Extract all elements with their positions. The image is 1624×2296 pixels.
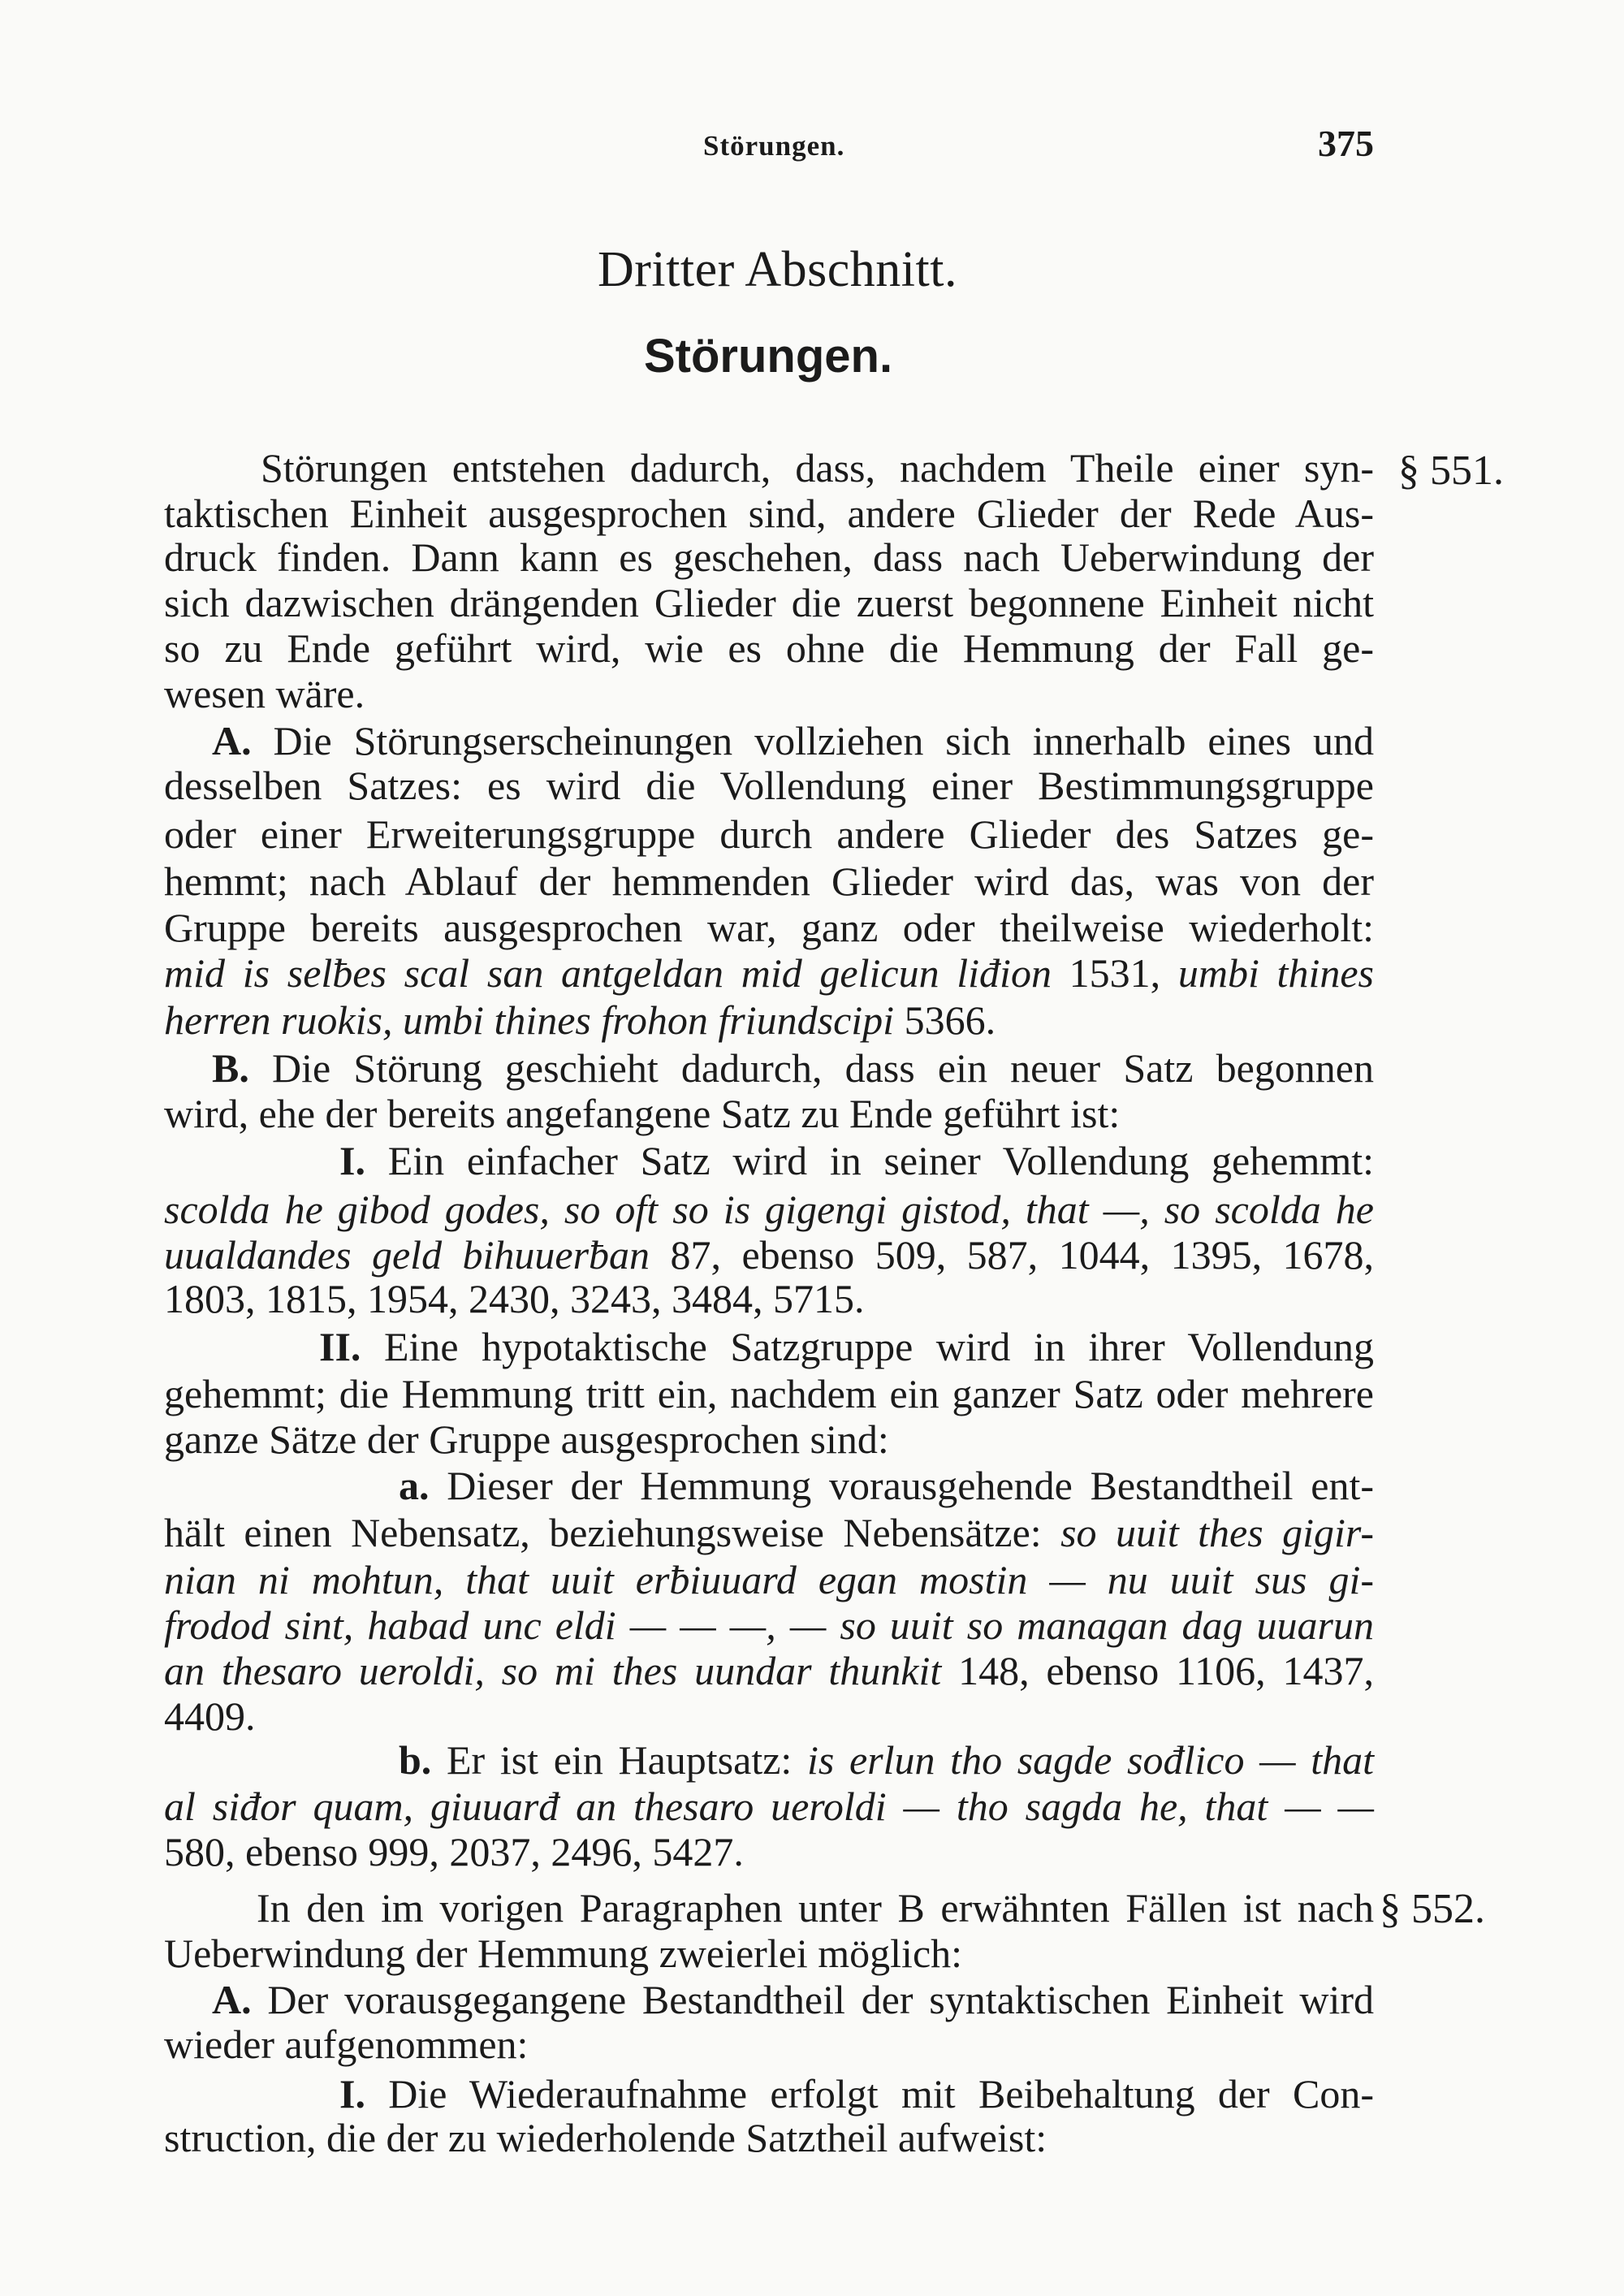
- text-line: [257, 1885, 1374, 1931]
- enumeration-label: I.: [339, 1138, 365, 1183]
- line-text: hemmt; nach Ablauf der hemmenden Glieder wird das, was von der: [164, 858, 1374, 904]
- text-line: [164, 1276, 865, 1321]
- line-text: so zu Ende geführt wird, wie es ohne die Hemmung der Fall ge-: [164, 625, 1374, 671]
- line-text: gehemmt; die Hemmung tritt ein, nachdem ein ganzer Satz oder mehrere: [164, 1371, 1374, 1416]
- text-line: [164, 1510, 1374, 1555]
- enumeration-label: A.: [212, 1977, 252, 2022]
- verse-reference: 87, ebenso 509, 587, 1044, 1395, 1678,: [670, 1232, 1375, 1278]
- line-text: ganze Sätze der Gruppe ausgesprochen sind:: [164, 1416, 889, 1462]
- quotation-italic: an thesaro ueroldi, so mi thes uundar thunkit: [164, 1648, 942, 1693]
- line-text: oder einer Erweiterungsgruppe durch andere Glieder des Satzes ge-: [164, 811, 1374, 857]
- text-line: [164, 1829, 744, 1874]
- text-line: [261, 445, 1374, 491]
- text-line: [319, 1324, 1374, 1369]
- text-line: [164, 1931, 962, 1976]
- line-text: Die Störungserscheinungen vollziehen sich innerhalb eines und: [273, 718, 1375, 763]
- line-text: Ein einfacher Satz wird in seiner Vollendung gehemmt:: [387, 1138, 1375, 1183]
- quotation-italic: mid is selƀes scal san antgeldan mid gelicun liđion: [164, 950, 1052, 996]
- text-line: [399, 1737, 1374, 1783]
- margin-note-551: § 551.: [1398, 448, 1504, 494]
- text-line: [164, 1693, 256, 1739]
- line-text: Ueberwindung der Hemmung zweierlei möglich:: [164, 1931, 963, 1976]
- verse-reference: 4409.: [164, 1693, 256, 1739]
- text-line: [212, 1977, 1374, 2022]
- text-line: [164, 950, 1374, 996]
- line-text: druck finden. Dann kann es geschehen, dass nach Ueberwindung der: [164, 534, 1374, 580]
- text-line: [164, 1416, 889, 1462]
- quotation-italic: is erlun tho sagde sođlico — that: [806, 1737, 1375, 1783]
- text-line: [339, 1138, 1374, 1183]
- text-line: [164, 1371, 1374, 1416]
- text-line: [212, 718, 1374, 763]
- text-line: [164, 671, 365, 716]
- verse-reference: 148, ebenso 1106, 1437,: [958, 1648, 1374, 1693]
- text-line: [164, 2021, 528, 2067]
- text-line: [164, 1091, 1120, 1136]
- text-line: [164, 1784, 1374, 1829]
- text-line: [164, 997, 996, 1043]
- quotation-italic: frodod sint, habad unc eldi — — —, — so uuit so managan dag uuarun: [164, 1602, 1374, 1648]
- text-line: [164, 1557, 1374, 1602]
- line-text: Dieser der Hemmung vorausgehende Bestandtheil ent-: [447, 1463, 1375, 1508]
- text-line: [164, 1602, 1374, 1648]
- text-line: [212, 1045, 1374, 1091]
- text-line: [164, 811, 1374, 857]
- text-line: [164, 534, 1374, 580]
- line-text: wesen wäre.: [164, 671, 365, 716]
- enumeration-label: II.: [319, 1324, 361, 1369]
- text-line: [164, 763, 1374, 808]
- enumeration-label: a.: [399, 1463, 430, 1508]
- quotation-italic: so uuit thes gigir-: [1060, 1510, 1374, 1555]
- text-line: [399, 1463, 1374, 1508]
- text-line: [164, 1648, 1374, 1693]
- margin-note-552: § 552.: [1380, 1886, 1485, 1932]
- line-text: Störungen entstehen dadurch, dass, nachdem Theile einer syn-: [261, 445, 1374, 491]
- quotation-italic: uualdandes geld bihuuerƀan: [164, 1232, 650, 1278]
- line-text: Die Wiederaufnahme erfolgt mit Beibehaltung der Con-: [388, 2071, 1375, 2117]
- line-text: desselben Satzes: es wird die Vollendung einer Bestimmungsgruppe: [164, 763, 1374, 808]
- verse-reference: 1803, 1815, 1954, 2430, 3243, 3484, 5715.: [164, 1276, 865, 1321]
- line-text: Eine hypotaktische Satzgruppe wird in ihrer Vollendung: [383, 1324, 1374, 1369]
- page-number: 375: [1318, 123, 1374, 164]
- line-text: Der vorausgegangene Bestandtheil der syntaktischen Einheit wird: [267, 1977, 1374, 2022]
- text-line: [164, 1232, 1374, 1278]
- quotation-italic: nian ni mohtun, that uuit erƀiuuard egan mostin — nu uuit sus gi-: [164, 1557, 1374, 1602]
- text-line: [164, 905, 1374, 950]
- section-label: Dritter Abschnitt.: [598, 242, 957, 297]
- verse-reference: 1531,: [1069, 950, 1161, 996]
- line-text: hält einen Nebensatz, beziehungsweise Nebensätze:: [164, 1510, 1042, 1555]
- enumeration-label: I.: [339, 2071, 365, 2117]
- text-line: [164, 491, 1374, 536]
- line-text: wieder aufgenommen:: [164, 2021, 529, 2067]
- quotation-italic: al siđor quam, giuuarđ an thesaro ueroldi — tho sagda he, that — —: [164, 1784, 1374, 1829]
- quotation-italic: herren ruokis, umbi thines frohon friundscipi: [164, 997, 895, 1043]
- line-text: struction, die der zu wiederholende Satztheil aufweist:: [164, 2115, 1047, 2160]
- quotation-italic: umbi thines: [1177, 950, 1374, 996]
- text-line: [339, 2071, 1374, 2117]
- line-text: Gruppe bereits ausgesprochen war, ganz oder theilweise wiederholt:: [164, 905, 1374, 950]
- line-text: Die Störung geschieht dadurch, dass ein neuer Satz begonnen: [272, 1045, 1374, 1091]
- line-text: sich dazwischen drängenden Glieder die zuerst begonnene Einheit nicht: [164, 580, 1374, 625]
- enumeration-label: b.: [399, 1737, 432, 1783]
- enumeration-label: A.: [212, 718, 252, 763]
- text-line: [164, 2115, 1047, 2160]
- line-text: taktischen Einheit ausgesprochen sind, andere Glieder der Rede Aus-: [164, 491, 1374, 536]
- enumeration-label: B.: [212, 1045, 249, 1091]
- line-text: wird, ehe der bereits angefangene Satz zu Ende geführt ist:: [164, 1091, 1121, 1136]
- verse-reference: 5366.: [904, 997, 996, 1043]
- line-text: In den im vorigen Paragraphen unter B erwähnten Fällen ist nach: [257, 1885, 1374, 1931]
- verse-reference: 580, ebenso 999, 2037, 2496, 5427.: [164, 1829, 744, 1874]
- text-line: [164, 1187, 1374, 1232]
- text-line: [164, 625, 1374, 671]
- quotation-italic: scolda he gibod godes, so oft so is gigengi gistod, that —, so scolda he: [164, 1187, 1374, 1232]
- text-line: [164, 580, 1374, 625]
- line-text: Er ist ein Hauptsatz:: [446, 1737, 793, 1783]
- running-head: Störungen.: [703, 130, 845, 162]
- section-title: Störungen.: [644, 330, 893, 383]
- text-line: [164, 858, 1374, 904]
